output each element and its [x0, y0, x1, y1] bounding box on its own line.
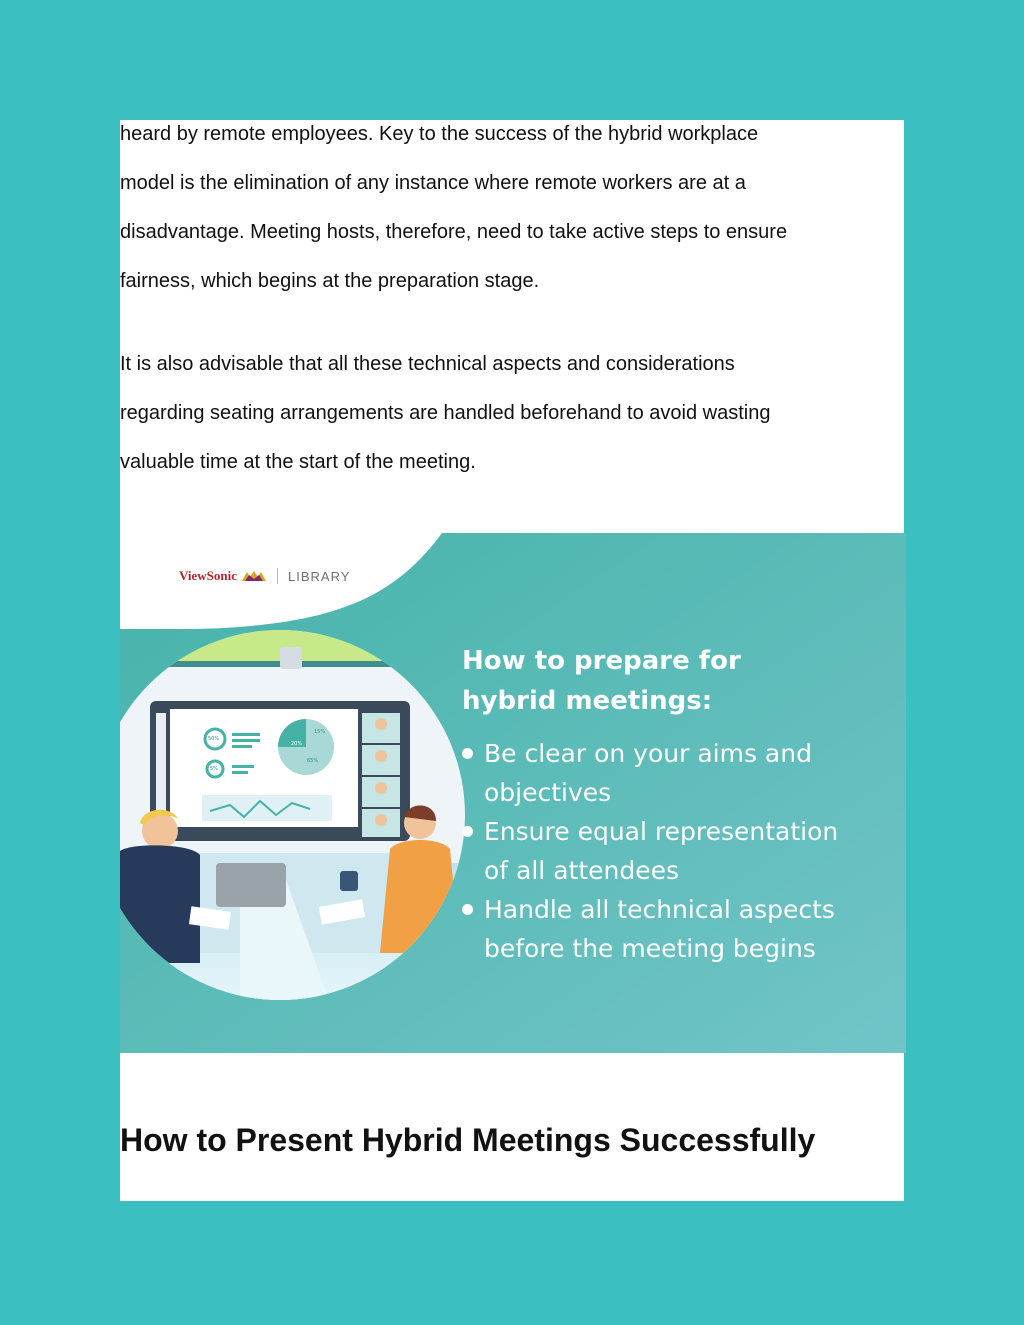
chart-label-65: 65%	[307, 758, 319, 764]
paragraph-1-line-3: disadvantage. Meeting hosts, therefore, need to take active steps to ensure	[120, 221, 788, 243]
chart-label-15: 15%	[314, 729, 326, 735]
paragraph-2-line-2: regarding seating arrangements are handled beforehand to avoid wasting	[120, 402, 771, 424]
infographic-title-line-1: How to prepare for	[462, 646, 741, 676]
paragraph-1	[120, 110, 904, 306]
brand-logo: ViewSonic	[179, 568, 238, 583]
infographic-title-line-2: hybrid meetings:	[462, 686, 713, 716]
document-page	[120, 120, 904, 1201]
chart-label-50: 50%	[208, 736, 220, 742]
bullet-1-line-2: objectives	[484, 778, 612, 807]
library-label: LIBRARY	[288, 568, 351, 584]
paragraph-1-line-4: fairness, which begins at the preparation stage.	[120, 270, 540, 292]
chart-label-20: 20%	[291, 741, 303, 747]
paragraph-2	[120, 340, 904, 487]
bullet-3-line-2: before the meeting begins	[484, 934, 816, 963]
paragraph-2-line-1: It is also advisable that all these technical aspects and considerations	[120, 353, 735, 375]
bullet-3-line-1: Handle all technical aspects	[484, 895, 835, 924]
paragraph-2-line-3: valuable time at the start of the meeting.	[120, 451, 476, 473]
infographic-title	[462, 641, 882, 721]
bullet-dot-icon	[462, 904, 473, 915]
bullet-1-line-1: Be clear on your aims and	[484, 739, 812, 768]
birds-logo-icon	[241, 569, 267, 583]
bullet-item	[460, 812, 880, 890]
bullet-item	[460, 890, 880, 968]
paragraph-1-line-1: heard by remote employees. Key to the success of the hybrid workplace	[120, 123, 759, 145]
section-heading: How to Present Hybrid Meetings Successfully	[120, 1122, 816, 1158]
bullet-2-line-2: of all attendees	[484, 856, 680, 885]
bullet-dot-icon	[462, 748, 473, 759]
brand-separator	[277, 568, 278, 584]
paragraph-1-line-2: model is the elimination of any instance where remote workers are at a	[120, 172, 746, 194]
chart-label-5: 5%	[210, 766, 218, 772]
bullet-dot-icon	[462, 826, 473, 837]
bullet-item	[460, 734, 880, 812]
brand-bar	[179, 566, 350, 586]
infographic-bullet-list	[460, 734, 880, 968]
bullet-2-line-1: Ensure equal representation	[484, 817, 839, 846]
infographic	[120, 533, 906, 1053]
